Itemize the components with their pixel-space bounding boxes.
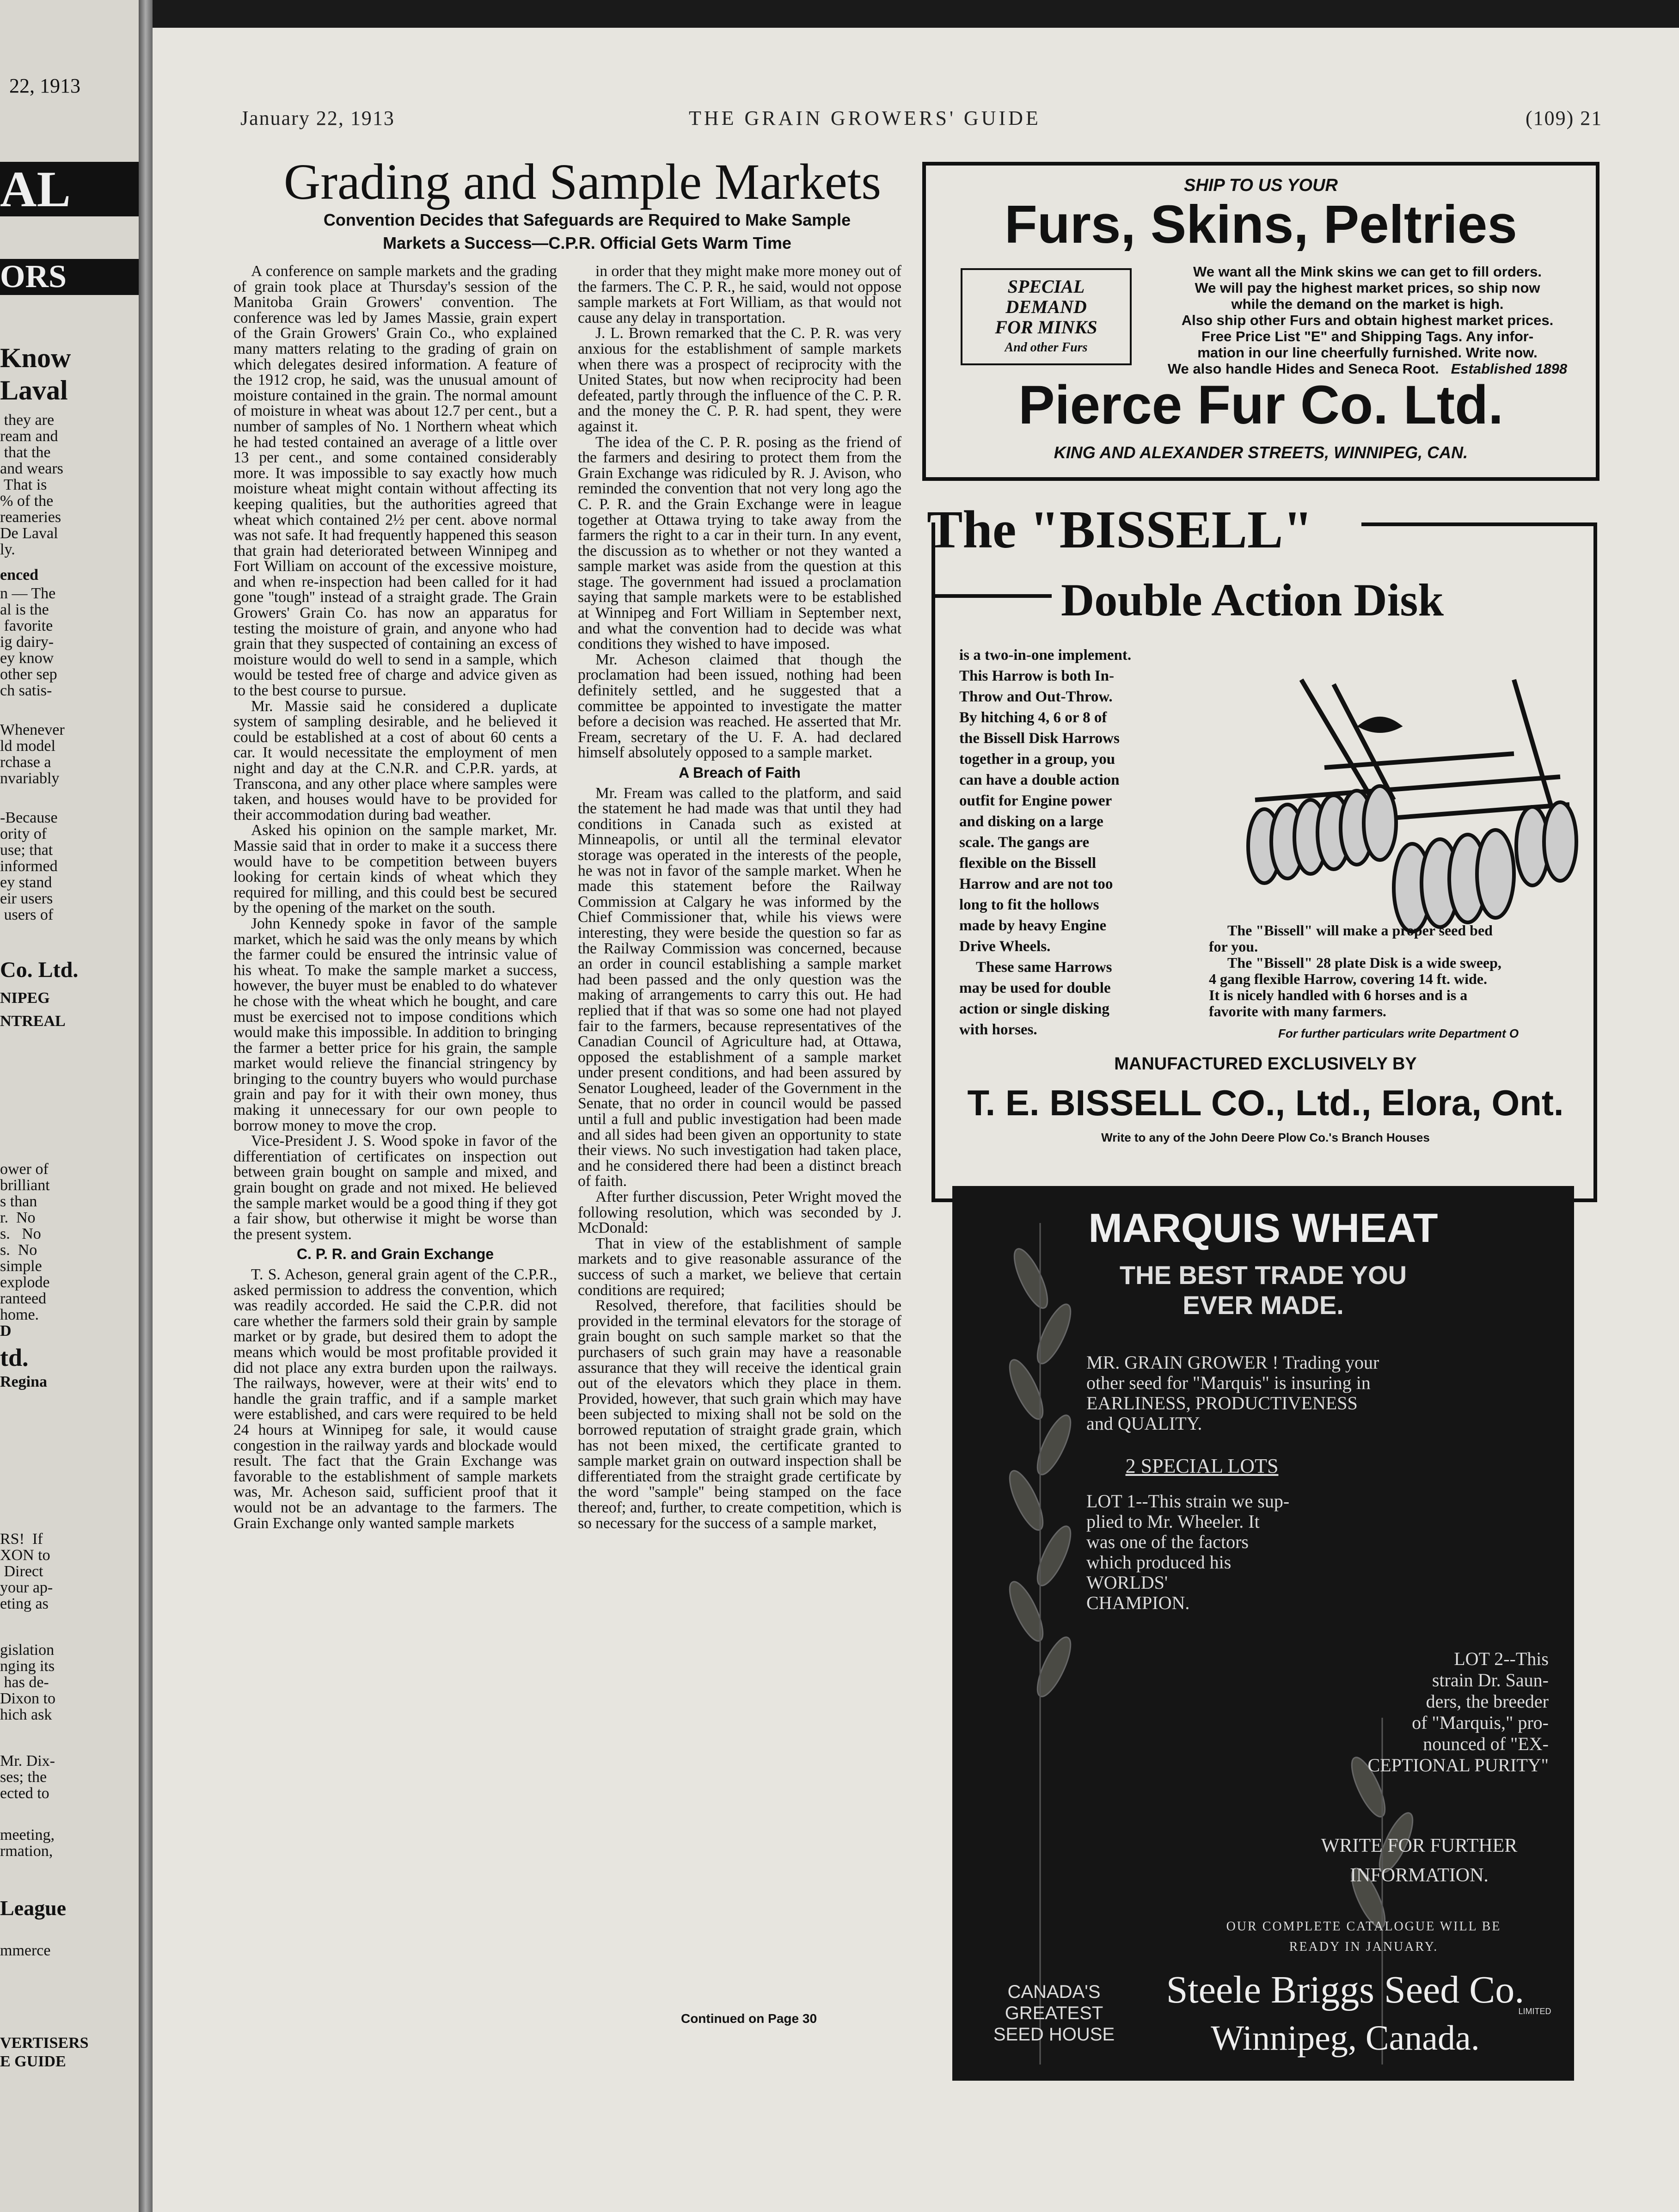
fur-address: KING AND ALEXANDER STREETS, WINNIPEG, CAN. — [1054, 443, 1468, 462]
adjacent-page-line: that the — [0, 444, 51, 461]
adjacent-page-line: brilliant — [0, 1177, 50, 1194]
article-paragraph: Mr. Fream was called to the platform, and said the statement he had made was that until they had conditions in Canada such as existed at Minneapolis, or until all the terminal elevator storage was operated in the interests of the people, he was not in favor of the sample market. When he made this statement before the Railway Commission at Calgary he was informed by the Chief Commissioner that, while his views were interesting, they were beside the question so far as the Railway Commission was concerned, because an order in council establishing a sample market had been passed and the only question was the making of arrangements to carry this out. He had replied that if that was so some one had not played fair to the farmers, because representatives of the Canadian Council of Agriculture had, at Ottawa, opposed the establishment of a sample market under present conditions, and had been assured by Senator Lougheed, leader of the Government in the Senate, that no order in council would be passed until a full and public investigation had been made and all sides had been given an opportunity to state their views. No such investigation had taken place, and he considered there had been a distinct breach of faith. — [578, 784, 901, 1190]
adjacent-page-strip — [0, 0, 143, 2212]
special-demand-box: SPECIAL DEMAND FOR MINKS And other Furs — [961, 268, 1132, 365]
adjacent-page-line: they are — [0, 412, 55, 429]
article-subtitle-2: Markets a Success—C.P.R. Official Gets Warm Time — [383, 233, 791, 252]
adjacent-page-line: eir users — [0, 890, 53, 907]
adjacent-page-line: AL — [0, 162, 139, 216]
fur-ship-line: SHIP TO US YOUR — [1184, 176, 1338, 195]
article-paragraph: T. S. Acheson, general grain agent of the C.P.R., asked permission to address the convention, which was readily accorded. He said the C.P.R. did not care whether the farmers sold their grain by sample market or by grade, but desired them to adopt the means which would be most profitable provided it did not place any extra burden upon the railways. The railways, however, were at their wits' end to handle the grain traffic, and if a sample market were established, and cars were required to be held 24 hours at Winnipeg for sale, it would cause congestion in the railway yards and blockade would result. The fact that the Grain Exchange was favorable to the establishment of sample markets was, Mr. Acheson said, sufficient proof that it would not be an advantage to the farmers. The Grain Exchange only wanted sample markets — [233, 1266, 557, 1532]
marquis-special-lots: 2 SPECIAL LOTS — [1125, 1455, 1279, 1477]
adjacent-page-line: % of the — [0, 492, 54, 510]
adjacent-page-line: home. — [0, 1306, 39, 1323]
adjacent-page-line: explode — [0, 1274, 50, 1291]
adjacent-page-line: n — The — [0, 585, 56, 602]
disk-harrow-illustration — [1209, 652, 1588, 948]
adjacent-page-line: ig dairy- — [0, 633, 54, 651]
adjacent-page-line: ower of — [0, 1161, 49, 1178]
page-gutter — [139, 0, 153, 2212]
adjacent-page-line: ly. — [0, 541, 15, 558]
adjacent-page-line: NIPEG — [0, 989, 50, 1007]
article-title: Grading and Sample Markets — [283, 154, 882, 210]
continued-note: Continued on Page 30 — [680, 2011, 817, 2026]
marquis-intro: MR. GRAIN GROWER ! Trading your other seed for "Marquis" is insuring in EARLINESS, PRODUCTIVENESS and QUALITY. — [1086, 1352, 1379, 1434]
adjacent-page-line: eting as — [0, 1595, 49, 1612]
marquis-tagline-2: EVER MADE. — [1183, 1290, 1344, 1320]
adjacent-page-line: ranteed — [0, 1290, 47, 1307]
adjacent-page-line: ORS — [0, 259, 139, 295]
article-paragraph: J. L. Brown remarked that the C. P. R. was very anxious for the establishment of sample markets when there was a prospect of reciprocity with the United States, but now when reciprocity had been defeated, partly through the influence of the C. P. R. and the money the C. P. R. had spent, they were against it. — [578, 325, 901, 435]
adjacent-page-line: gislation — [0, 1641, 55, 1659]
bissell-right-text: The "Bissell" will make a proper seed bed for you. The "Bissell" 28 plate Disk is a wide sweep, 4 gang flexible Harrow, covering 14 ft. wide. It is nicely handled with 6 horses and is a favorite with many farmers. — [1209, 922, 1501, 1020]
marquis-title: MARQUIS WHEAT — [1088, 1205, 1438, 1251]
adjacent-page-line: reameries — [0, 509, 61, 526]
canadas-greatest-seed-house: CANADA'S GREATEST SEED HOUSE — [993, 1982, 1115, 2045]
adjacent-page-line: Whenever — [0, 721, 65, 738]
steele-briggs-company: Steele Briggs Seed Co. — [1166, 1968, 1525, 2011]
article-paragraph: Mr. Acheson claimed that though the proclamation had been issued, nothing had been definitely settled, and he suggested that a committee be appointed to investigate the matter before a decision was reached. He asserted that Mr. Fream, secretary of the U. F. A. had declared himself absolutely opposed to a sample market. — [578, 651, 901, 762]
steele-briggs-city: Winnipeg, Canada. — [1211, 2019, 1480, 2058]
adjacent-page-line: Mr. Dix- — [0, 1752, 55, 1770]
article-paragraph: The idea of the C. P. R. posing as the friend of the farmers and desiring to protect them from the Grain Exchange was ridiculed by R. J. Avison, who reminded the convention that not very long ago the C. P. R. and the Grain Exchange were in league together at Ottawa trying to take away from the farmers the right to a car in their turn. In any event, the discussion as to whether or not they wanted a sample market was aside from the question at this stage. The government had issued a proclamation saying that sample markets were to be established at Winnipeg and Fort William in September next, and what the convention had to decide was what conditions they wished to have imposed. — [578, 433, 901, 653]
adjacent-page-line: hich ask — [0, 1706, 52, 1723]
adjacent-page-line: XON to — [0, 1547, 50, 1564]
bissell-frame-top-right — [1361, 522, 1597, 526]
adjacent-page-line: users of — [0, 906, 54, 923]
article-paragraph: Vice-President J. S. Wood spoke in favor of the differentiation of certificates on inspection out between grain bought on sample and mixed, and grain bought on grade and not mixed. He believed the sample market would be a good thing if they got a fair show, but otherwise it might be worse than the present system. — [233, 1132, 557, 1243]
adjacent-page-line: mmerce — [0, 1942, 51, 1959]
marquis-catalogue-note: OUR COMPLETE CATALOGUE WILL BE READY IN JANUARY. — [1226, 1919, 1501, 1954]
header-date: January 22, 1913 — [240, 107, 395, 129]
header-page-number: (109) 21 — [1526, 107, 1603, 129]
article-paragraph: That in view of the establishment of sample markets and to give reasonable assurance of the success of such a market, we believe that certain conditions are required; — [578, 1235, 901, 1299]
bissell-manufactured: MANUFACTURED EXCLUSIVELY BY — [1114, 1054, 1417, 1074]
adjacent-page-line: League — [0, 1896, 67, 1920]
adjacent-page-line: De Laval — [0, 525, 58, 542]
fur-details: We want all the Mink skins we can get to fill orders. We will pay the highest market prices, so ship now while the demand on the market is high. Also ship other Furs and obtain highest market prices. Free Price List "E" and Shipping Tags. Any infor- mation in our line cheerfully furnished. Write now. We also handle Hides and Seneca Root. Established 1898 — [1167, 264, 1568, 377]
adjacent-page-line: Dixon to — [0, 1690, 55, 1707]
adjacent-page-line: favorite — [0, 617, 53, 634]
adjacent-page-line: RS! If — [0, 1530, 43, 1548]
steele-briggs-limited: LIMITED — [1518, 2007, 1551, 2016]
adjacent-page-line: informed — [0, 858, 58, 875]
adjacent-page-line: rchase a — [0, 754, 51, 771]
adjacent-page-line: nvariably — [0, 770, 60, 787]
article-paragraph: John Kennedy spoke in favor of the sample market, which he said was the only means by which the farmer could be ensured the intrinsic value of his wheat. To make the sample market a success, however, the buyer must be enabled to do whatever he chose with the wheat which he bought, and care must be exercised not to impose conditions which would make this impossible. In addition to bringing the farmer a better price for his grain, the sample market would relieve the financial stringency by bringing to the country buyers who would purchase grain and pay for it with their own money, thus making it unnecessary for our own people to borrow money to move the crop. — [233, 915, 557, 1134]
header-paper-title: THE GRAIN GROWERS' GUIDE — [689, 107, 1041, 129]
marquis-lot-2: LOT 2--This strain Dr. Saun- ders, the breeder of "Marquis," pro- nounced of "EX- CEPTIONAL PURITY" — [1367, 1648, 1549, 1776]
bissell-frame-mid-left — [931, 594, 1052, 598]
adjacent-page-line: ey know — [0, 650, 54, 667]
adjacent-page-line: other sep — [0, 666, 57, 683]
adjacent-page-line: ld model — [0, 737, 55, 755]
adjacent-page-line: nging its — [0, 1658, 55, 1675]
adjacent-page-line: rmation, — [0, 1843, 53, 1860]
article-paragraph: Resolved, therefore, that facilities should be provided in the terminal elevators for the storage of grain bought on such sample market so that the purchasers of such grain may have a reasonable assurance that they will receive the identical grain out of the elevators which they place in them. Provided, however, that such grain which may have been subjected to mixing shall not be sold on the borrowed reputation of straight grade grain, which has not been mixed, the certificate granted to sample market grain on outward inspection shall be differentiated from the straight grade certificate by the word ''sample'' being stamped on the face thereof; and, further, to create competition, which is so necessary for the success of a sample market, — [578, 1297, 901, 1532]
marquis-wheat-advertisement — [952, 1186, 1574, 2081]
section-heading-cpr: C. P. R. and Grain Exchange — [296, 1246, 494, 1263]
adjacent-page-line: -Because — [0, 809, 58, 826]
article-paragraph: in order that they might make more money out of the farmers. The C. P. R., he said, would not oppose sample markets at Fort William, as that would not cause any delay in transportation. — [578, 263, 901, 326]
adjacent-page-line: Laval — [0, 375, 68, 406]
adjacent-page-line: td. — [0, 1344, 29, 1371]
adjacent-page-line: s. No — [0, 1225, 41, 1242]
article-column-1 — [233, 264, 557, 1531]
article-paragraph: Asked his opinion on the sample market, Mr. Massie said that in order to make it a success there would have to be competition between buyers looking for certain kinds of wheat which they required for milling, and this could best be secured by the opening of the market on the south. — [233, 822, 557, 917]
adjacent-page-line: r. No — [0, 1209, 36, 1226]
adjacent-page-line: Direct — [0, 1563, 43, 1580]
adjacent-page-line: s than — [0, 1193, 37, 1210]
article-paragraph: After further discussion, Peter Wright moved the following resolution, which was seconded by J. McDonald: — [578, 1188, 901, 1237]
adjacent-page-line: ority of — [0, 825, 47, 842]
bissell-subtitle: Double Action Disk — [1061, 574, 1444, 626]
adjacent-page-date: 22, 1913 — [9, 74, 80, 97]
article-subtitle-1: Convention Decides that Safeguards are Required to Make Sample — [323, 210, 851, 229]
adjacent-page-line: E GUIDE — [0, 2053, 66, 2070]
adjacent-page-line: al is the — [0, 601, 49, 618]
adjacent-page-line: ey stand — [0, 874, 52, 891]
fur-company-name: Pierce Fur Co. Ltd. — [1018, 375, 1504, 436]
bissell-advertisement — [922, 499, 1599, 1174]
bissell-branch-note: Write to any of the John Deere Plow Co.'s Branch Houses — [1101, 1131, 1430, 1144]
adjacent-page-line: ected to — [0, 1785, 49, 1802]
adjacent-page-line: ses; the — [0, 1769, 47, 1786]
fur-headline: Furs, Skins, Peltries — [1005, 194, 1517, 254]
fur-advertisement — [922, 162, 1599, 481]
adjacent-page-line: VERTISERS — [0, 2034, 89, 2052]
marquis-lot-1: LOT 1--This strain we sup- plied to Mr. Wheeler. It was one of the factors which produced his WORLDS' CHAMPION. — [1086, 1491, 1290, 1613]
adjacent-page-line: ream and — [0, 428, 58, 445]
adjacent-page-line: Co. Ltd. — [0, 958, 79, 982]
marquis-tagline-1: THE BEST TRADE YOU — [1119, 1260, 1407, 1290]
article-paragraph: A conference on sample markets and the grading of grain took place at Thursday's session of the Manitoba Grain Growers' convention. The conference was led by James Massie, grain expert of the Grain Growers' Grain Co., who explained many matters relating to the grading of grain on which delegates desired information. A feature of the 1912 crop, he said, was the unusual amount of moisture contained in the grain. The normal amount of moisture in wheat was about 12.7 per cent., but a number of samples of No. 1 Northern wheat which he had tested contained an average of a little over 13 per cent., and some contained considerably more. It was impossible to say exactly how much moisture wheat might contain without affecting its keeping qualities, but the authorities agreed that wheat which contained 2½ per cent. above normal was not safe. It had frequently happened this season that grain had deteriorated between Winnipeg and Fort William on account of the excessive moisture, and when re-inspection had been called for it had gone ''tough'' instead of a straight grade. The Grain Growers' Grain Co. has now an apparatus for testing the moisture of grain, and anyone who had grain that they suspected of containing an excess of moisture would do well to send in a sample, which would be tested free of charge and advice given as to the best course to pursue. — [233, 263, 557, 700]
adjacent-page-line: use; that — [0, 842, 53, 859]
adjacent-page-line: simple — [0, 1258, 42, 1275]
adjacent-page-line: Regina — [0, 1373, 47, 1390]
article-paragraph: Mr. Massie said he considered a duplicate system of sampling desirable, and he believed it could be established at a cost of about 60 cents a car. It would necessitate the employment of men night and day at the C.N.R. and C.P.R. yards, at Transcona, and any other place where samples were taken, and houses would have to be provided for their accommodation during bad weather. — [233, 697, 557, 823]
adjacent-page-line: s. No — [0, 1241, 37, 1259]
adjacent-page-line: and wears — [0, 460, 63, 477]
bissell-description: is a two-in-one implement. This Harrow is both In- Throw and Out-Throw. By hitching 4, 6 or 8 of the Bissell Disk Harrows together in a group, you can have a double action outfit for Engine power and disking on a large scale. The gangs are flexible on the Bissell Harrow and are not too long to fit the hollows made by heavy Engine Drive Wheels. These same Harrows may be used for double action or single disking with horses. — [959, 647, 1132, 1038]
marquis-write-further: WRITE FOR FURTHER INFORMATION. — [1321, 1835, 1518, 1886]
bissell-title: The "BISSELL" — [927, 500, 1313, 559]
article-column-2 — [578, 264, 901, 1531]
adjacent-page-line: That is — [0, 476, 47, 493]
adjacent-page-line: D — [0, 1322, 12, 1339]
adjacent-page-line: your ap- — [0, 1579, 53, 1596]
adjacent-page-line: Know — [0, 343, 71, 373]
adjacent-page-line: NTREAL — [0, 1013, 66, 1030]
adjacent-page-line: has de- — [0, 1674, 49, 1691]
adjacent-page-line: ch satis- — [0, 682, 52, 699]
bissell-further-particulars: For further particulars write Department O — [1278, 1026, 1519, 1040]
adjacent-page-line: meeting, — [0, 1826, 55, 1843]
section-heading-breach: A Breach of Faith — [679, 764, 801, 781]
bissell-company: T. E. BISSELL CO., Ltd., Elora, Ont. — [967, 1082, 1564, 1123]
adjacent-page-line: enced — [0, 566, 39, 584]
